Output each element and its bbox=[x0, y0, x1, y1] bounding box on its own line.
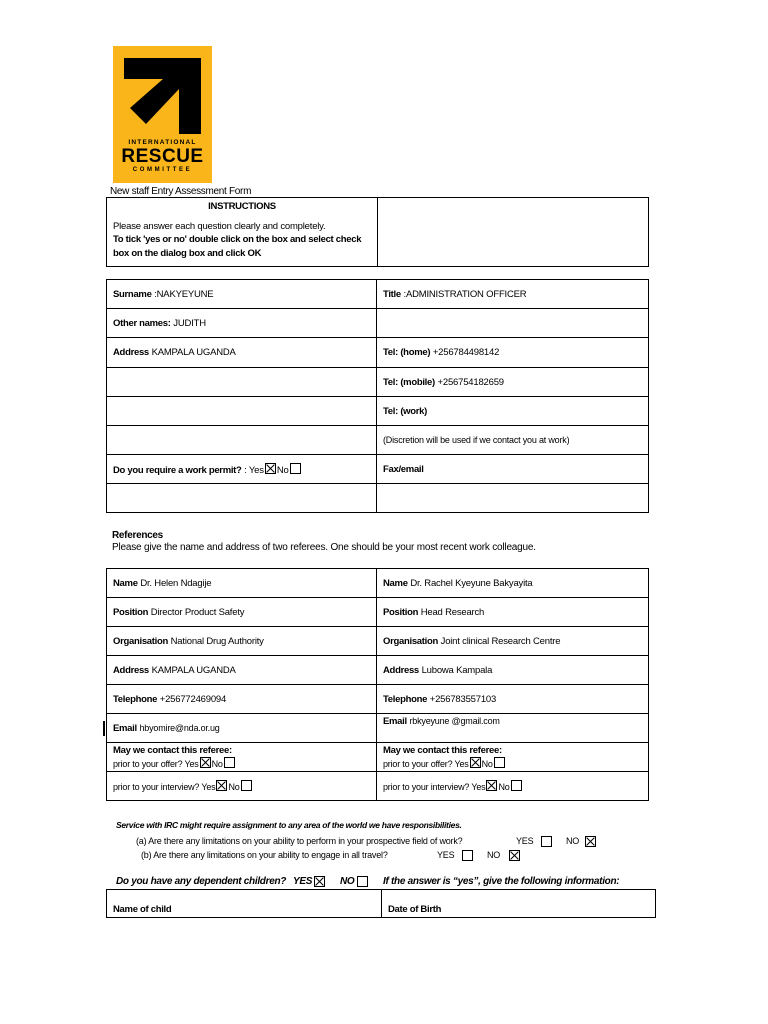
ref1-organisation-value: National Drug Authority bbox=[170, 635, 264, 647]
ref1-contact-label: May we contact this referee: bbox=[113, 744, 232, 756]
ref2-email-cell[interactable] bbox=[377, 714, 649, 743]
fax-cell[interactable] bbox=[377, 455, 649, 484]
tel-work-label: Tel: (work) bbox=[383, 405, 428, 417]
service-question-a: (a) Are there any limitations on your ability to perform in your prospective field of work? bbox=[136, 836, 463, 846]
ref2-organisation-value: Joint clinical Research Centre bbox=[440, 635, 561, 647]
ref1-name-value: Dr. Helen Ndagije bbox=[140, 577, 212, 589]
ref2-telephone-cell[interactable] bbox=[377, 685, 649, 714]
address-value: KAMPALA UGANDA bbox=[151, 347, 236, 358]
col-date-of-birth-label: Date of Birth bbox=[388, 904, 442, 915]
ref1-name-cell[interactable] bbox=[107, 569, 377, 598]
ref2-prior-offer-label: prior to your offer? Yes bbox=[383, 758, 469, 769]
title-cell[interactable] bbox=[377, 280, 649, 309]
question-b-yes-label: YES bbox=[437, 850, 455, 860]
question-a-no-checkbox[interactable] bbox=[585, 836, 596, 847]
ref2-offer-yes-checkbox[interactable] bbox=[470, 757, 481, 768]
dependents-followup: If the answer is “yes”, give the following information: bbox=[383, 876, 620, 887]
references-table bbox=[106, 568, 649, 801]
work-permit-yes-checkbox[interactable] bbox=[265, 463, 276, 474]
service-statement: Service with IRC might require assignment to any area of the world we have responsibilities. bbox=[116, 820, 462, 830]
ref1-contact-interview-cell bbox=[107, 772, 377, 801]
ref1-address-label: Address bbox=[113, 664, 149, 676]
other-names-cell[interactable] bbox=[107, 309, 377, 338]
ref2-address-label: Address bbox=[383, 664, 419, 676]
text-cursor-mark bbox=[103, 721, 105, 736]
tel-home-label: Tel: (home) bbox=[383, 347, 431, 358]
ref1-offer-no-checkbox[interactable] bbox=[224, 757, 235, 768]
tel-mobile-label: Tel: (mobile) bbox=[383, 376, 435, 388]
instructions-table bbox=[106, 197, 649, 267]
question-a-yes-label: YES bbox=[516, 836, 534, 846]
ref1-address-value: KAMPALA UGANDA bbox=[151, 664, 236, 676]
ref2-name-cell[interactable] bbox=[377, 569, 649, 598]
work-permit-no-checkbox[interactable] bbox=[290, 463, 301, 474]
ref1-telephone-value: +256772469094 bbox=[159, 693, 227, 705]
ref1-email-cell[interactable] bbox=[107, 714, 377, 743]
ref2-organisation-cell[interactable] bbox=[377, 627, 649, 656]
instructions-line1: Please answer each question clearly and completely. bbox=[113, 220, 326, 232]
ref2-contact-label: May we contact this referee: bbox=[383, 744, 502, 756]
references-heading: References bbox=[112, 530, 163, 541]
dependents-table bbox=[106, 889, 656, 918]
logo-text-rescue: RESCUE bbox=[121, 146, 204, 167]
ref1-offer-no-label: No bbox=[211, 758, 223, 769]
ref1-interview-no-label: No bbox=[228, 781, 240, 792]
references-instruction: Please give the name and address of two referees. One should be your most recent work colleague. bbox=[112, 542, 536, 553]
work-permit-label: Do you require a work permit? bbox=[113, 464, 242, 476]
address-label: Address bbox=[113, 347, 149, 358]
other-names-label: Other names: bbox=[113, 317, 171, 329]
discretion-note: (Discretion will be used if we contact you at work) bbox=[383, 434, 570, 445]
ref2-address-cell[interactable] bbox=[377, 656, 649, 685]
irc-logo bbox=[113, 46, 212, 183]
ref2-prior-interview-label: prior to your interview? Yes bbox=[383, 781, 486, 792]
fax-label: Fax/email bbox=[383, 463, 424, 475]
instructions-line2: To tick 'yes or no' double click on the box and select check bbox=[113, 234, 362, 245]
fax-value-cell[interactable] bbox=[377, 484, 649, 513]
ref1-telephone-label: Telephone bbox=[113, 693, 158, 705]
ref1-offer-yes-checkbox[interactable] bbox=[200, 757, 211, 768]
surname-label: Surname bbox=[113, 288, 152, 300]
tel-mobile-value: +256754182659 bbox=[437, 376, 504, 388]
instructions-line3: box on the dialog box and click OK bbox=[113, 247, 262, 259]
dependents-no-label: NO bbox=[340, 876, 355, 887]
question-b-no-label: NO bbox=[487, 850, 501, 860]
question-a-yes-checkbox[interactable] bbox=[541, 836, 552, 847]
question-b-yes-checkbox[interactable] bbox=[462, 850, 473, 861]
ref1-interview-no-checkbox[interactable] bbox=[241, 780, 252, 791]
service-question-b: (b) Are there any limitations on your ability to engage in all travel? bbox=[141, 850, 388, 860]
ref1-contact-offer-cell bbox=[107, 743, 377, 772]
ref2-telephone-label: Telephone bbox=[383, 693, 428, 705]
ref1-address-cell[interactable] bbox=[107, 656, 377, 685]
ref2-name-label: Name bbox=[383, 577, 408, 589]
ref1-prior-offer-label: prior to your offer? Yes bbox=[113, 758, 199, 769]
question-a-no-label: NO bbox=[566, 836, 580, 846]
dependents-question: Do you have any dependent children? bbox=[116, 876, 287, 887]
dependents-no-checkbox[interactable] bbox=[357, 876, 368, 887]
ref1-position-value: Director Product Safety bbox=[150, 606, 245, 618]
question-b-no-checkbox[interactable] bbox=[509, 850, 520, 861]
work-permit-yes-label: : Yes bbox=[244, 464, 264, 476]
ref2-contact-interview-cell bbox=[377, 772, 649, 801]
logo-text-committee: COMMITTEE bbox=[132, 167, 193, 173]
address-line2-cell[interactable] bbox=[107, 368, 377, 397]
surname-cell[interactable] bbox=[107, 280, 377, 309]
title-label: Title bbox=[383, 288, 401, 300]
ref2-email-label: Email bbox=[383, 716, 407, 727]
ref1-telephone-cell[interactable] bbox=[107, 685, 377, 714]
ref2-interview-no-checkbox[interactable] bbox=[511, 780, 522, 791]
col-name-of-child bbox=[107, 890, 382, 918]
address-line4-cell[interactable] bbox=[107, 426, 377, 455]
ref1-organisation-cell[interactable] bbox=[107, 627, 377, 656]
ref2-interview-yes-checkbox[interactable] bbox=[486, 780, 497, 791]
ref2-position-label: Position bbox=[383, 606, 419, 618]
blank-cell[interactable] bbox=[377, 309, 649, 338]
dependents-yes-checkbox[interactable] bbox=[314, 876, 325, 887]
ref2-offer-no-checkbox[interactable] bbox=[494, 757, 505, 768]
ref2-address-value: Lubowa Kampala bbox=[421, 664, 493, 676]
ref1-position-label: Position bbox=[113, 606, 149, 618]
discretion-cell bbox=[377, 426, 649, 455]
surname-value: :NAKYEYUNE bbox=[154, 288, 214, 300]
work-permit-cell bbox=[107, 455, 377, 484]
dependents-yes-label: YES bbox=[293, 876, 313, 887]
ref1-email-label: Email bbox=[113, 722, 137, 734]
other-names-value: JUDITH bbox=[173, 317, 206, 329]
ref2-offer-no-label: No bbox=[481, 758, 493, 769]
form-title: New staff Entry Assessment Form bbox=[110, 186, 252, 197]
ref1-prior-interview-label: prior to your interview? Yes bbox=[113, 781, 216, 792]
ref2-name-value: Dr. Rachel Kyeyune Bakyayita bbox=[410, 577, 533, 589]
tel-home-value: +256784498142 bbox=[432, 347, 500, 358]
title-value: :ADMINISTRATION OFFICER bbox=[403, 288, 527, 300]
tel-home-cell[interactable] bbox=[377, 338, 649, 368]
ref2-telephone-value: +256783557103 bbox=[429, 693, 497, 705]
ref2-contact-offer-cell bbox=[377, 743, 649, 772]
instructions-blank-cell bbox=[378, 198, 649, 267]
logo-text-international: INTERNATIONAL bbox=[128, 139, 197, 146]
address-cell[interactable] bbox=[107, 338, 377, 368]
ref2-position-cell[interactable] bbox=[377, 598, 649, 627]
address-line3-cell[interactable] bbox=[107, 397, 377, 426]
tel-work-cell[interactable] bbox=[377, 397, 649, 426]
personal-details-table bbox=[106, 279, 649, 513]
instructions-heading: INSTRUCTIONS bbox=[208, 201, 276, 212]
col-date-of-birth bbox=[382, 890, 656, 918]
ref2-interview-no-label: No bbox=[498, 781, 510, 792]
ref2-position-value: Head Research bbox=[420, 606, 485, 618]
ref1-organisation-label: Organisation bbox=[113, 635, 168, 647]
ref1-interview-yes-checkbox[interactable] bbox=[216, 780, 227, 791]
blank-cell[interactable] bbox=[107, 484, 377, 513]
ref1-email-value: hbyomire@nda.or.ug bbox=[139, 722, 220, 733]
tel-mobile-cell[interactable] bbox=[377, 368, 649, 397]
ref2-organisation-label: Organisation bbox=[383, 635, 438, 647]
instructions-cell bbox=[107, 198, 378, 267]
ref1-name-label: Name bbox=[113, 577, 138, 589]
ref1-position-cell[interactable] bbox=[107, 598, 377, 627]
col-name-of-child-label: Name of child bbox=[113, 904, 172, 915]
ref2-email-value: rbkyeyune @gmail.com bbox=[409, 716, 500, 726]
work-permit-no-label: No bbox=[276, 464, 289, 476]
